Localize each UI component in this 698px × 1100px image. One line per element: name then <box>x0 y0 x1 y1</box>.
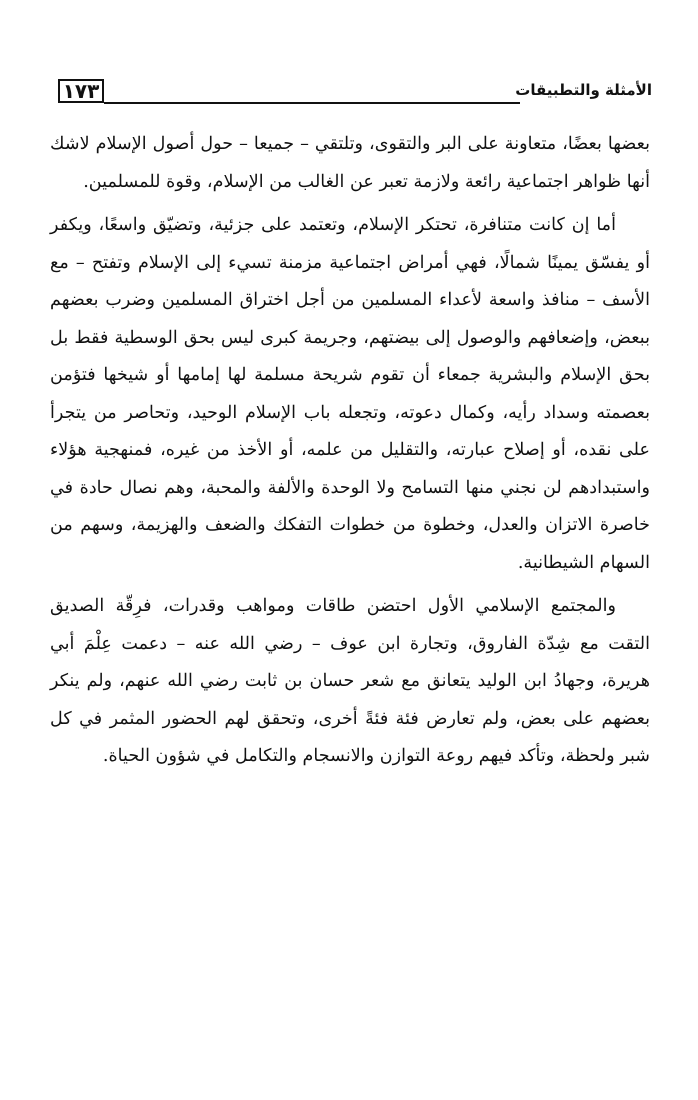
page-number: ١٧٣ <box>58 79 104 103</box>
page-body <box>50 126 650 782</box>
paragraph-1: بعضها بعضًا، متعاونة على البر والتقوى، وتلتقي – جميعا – حول أصول الإسلام لاشك أنها ظواهر اجتماعية رائعة ولازمة تعبر عن الغالب من الإسلام، وقوة للمسلمين. <box>50 134 650 192</box>
page-header <box>58 79 652 115</box>
header-rule <box>104 102 520 104</box>
running-head: الأمثلة والتطبيقات <box>515 81 652 99</box>
paragraph-3: والمجتمع الإسلامي الأول احتضن طاقات ومواهب وقدرات، فرِقّة الصديق التقت مع شِدّة الفاروق، وتجارة ابن عوف – رضي الله عنه – دعمت عِلْمَ أبي هريرة، وجهادُ ابن الوليد يتعانق مع شعر حسان بن ثابت رضي الله عنهم، ولم ينكر بعضهم على بعض، ولم تعارض فئة فئةً أخرى، وتحقق لهم الحضور المثمر في كل شبر ولحظة، وتأكد فيهم روعة التوازن والانسجام والتكامل في شؤون الحياة. <box>50 596 650 766</box>
paragraph-2: أما إن كانت متنافرة، تحتكر الإسلام، وتعتمد على جزئية، وتضيّق واسعًا، ويكفر أو يفسّق يمينًا شمالًا، فهي أمراض اجتماعية مزمنة تسيء إلى الإسلام وتفتح – مع الأسف – منافذ واسعة لأعداء المسلمين من أجل اختراق المسلمين وضرب بعضهم ببعض، وإضعافهم والوصول إلى بيضتهم، وجريمة كبرى ليس بحق الوسطية فقط بل بحق الإسلام والبشرية جمعاء أن تقوم شريحة مسلمة لها إمامها أو شيخها فتؤمن بعصمته وسداد رأيه، وكمال دعوته، وتجعله باب الإسلام الوحيد، وتحاصر من يتجرأ على نقده، أو إصلاح عبارته، والتقليل من علمه، أو الأخذ من غيره، فمنهجية هؤلاء واستبدادهم لن نجني منها التسامح ولا الوحدة والألفة والمحبة، وهم نصال حادة في خاصرة الاتزان والعدل، وخطوة من خطوات التفكك والضعف والهزيمة، وسهم من السهام الشيطانية. <box>50 215 650 573</box>
